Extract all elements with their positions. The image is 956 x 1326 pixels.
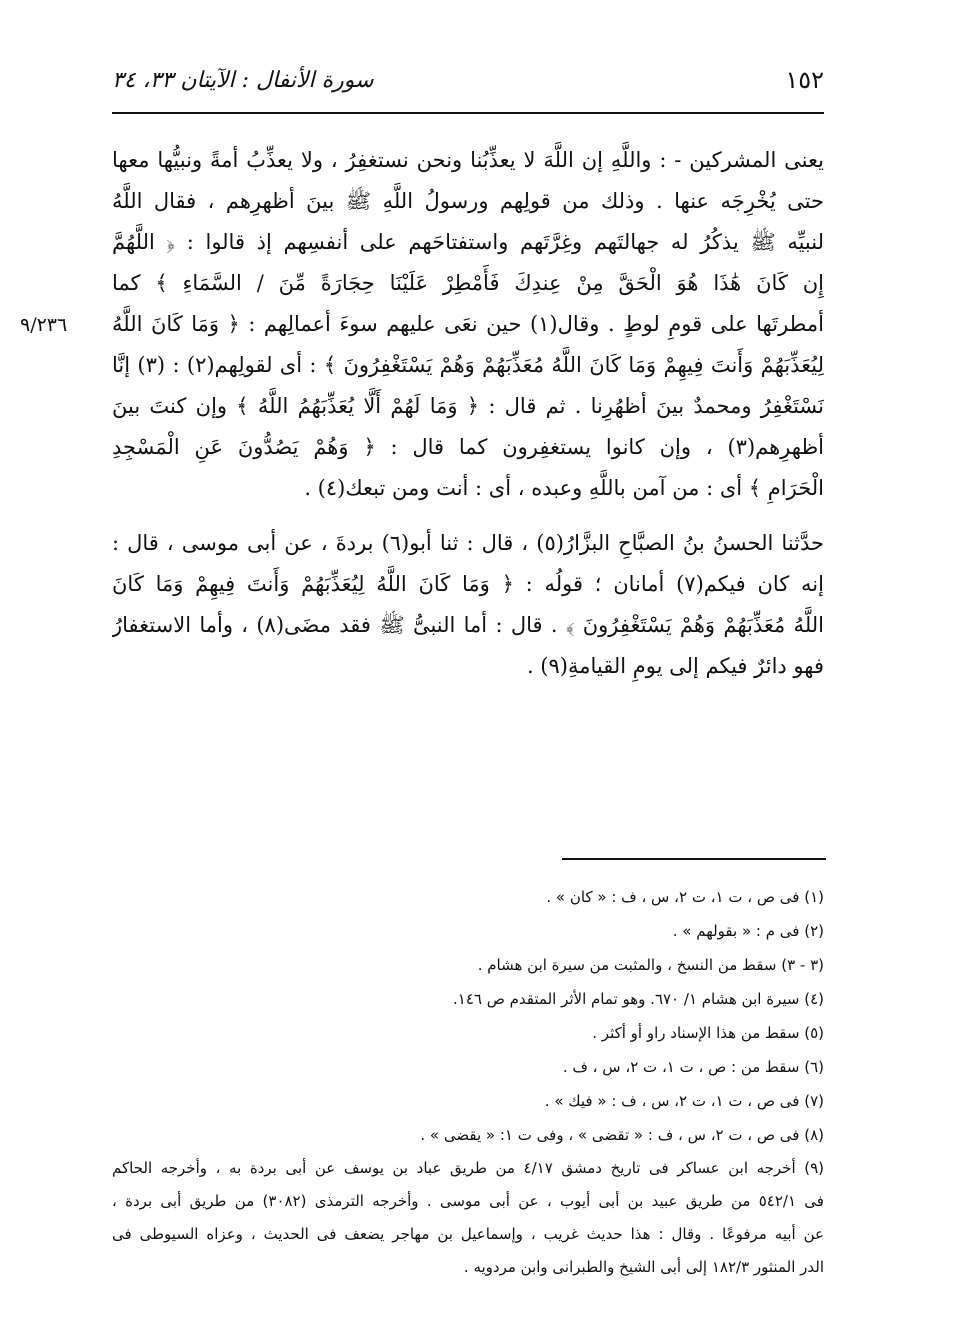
footnote: (٣ - ٣) سقط من النسخ ، والمثبت من سيرة ابن هشام . bbox=[477, 956, 824, 974]
page-header bbox=[112, 60, 824, 100]
footnote: (٩) أخرجه ابن عساكر فى تاريخ دمشق ٤/١٧ من طريق عباد بن يوسف عن أبى بردة به ، وأخرجه الحاكم bbox=[112, 1159, 824, 1177]
footnote: (٥) سقط من هذا الإسناد راو أو أكثر . bbox=[592, 1024, 824, 1042]
text-line: أمطرتَها على قومِ لوطٍ . وقال(١) حين نعَى عليهم سوءَ أعمالِهم : ﴿ وَمَا كَانَ اللَّهُ bbox=[112, 312, 824, 336]
footnote: (٦) سقط من : ص ، ت ١، ت ٢، س ، ف . bbox=[562, 1058, 824, 1076]
text-line: حدَّثنا الحسنُ بنُ الصبَّاحِ البزَّارُ(٥) ، قال : ثنا أبو(٦) بردةَ ، عن أبى موسى ، قال : bbox=[112, 531, 824, 555]
footnote-rule bbox=[562, 858, 826, 860]
footnotes bbox=[112, 880, 824, 1284]
text-line: فهو دائرٌ فيكم إلى يومِ القيامةِ(٩) . bbox=[526, 654, 824, 678]
footnote-continuation: الدر المنثور ١٨٢/٣ إلى أبى الشيخ والطبرانى وابن مردويه . bbox=[463, 1258, 824, 1276]
text-line: لِيُعَذِّبَهُمْ وَأَنتَ فِيهِمْ وَمَا كَانَ اللَّهُ مُعَذِّبَهُمْ وَهُمْ يَسْتَغْفِرُونَ ﴾ : أى لقولِهم(٢) : (٣) إنَّا bbox=[112, 353, 824, 377]
text-line: الْحَرَامِ ﴾ أى : من آمن باللَّهِ وعبده ، أى : أنت ومن تبعك(٤) . bbox=[304, 476, 824, 500]
margin-reference: ٩/٢٣٦ bbox=[20, 314, 68, 336]
text-line: لنبيِّه ﷺ يذكُرُ له جهالتَهم وغِرَّتَهم واستفتاحَهم على أنفسِهم إذ قالوا : ﴿ اللَّهُمَّ bbox=[112, 230, 824, 254]
text-line: حتى يُخْرِجَه عنها . وذلك من قولِهم ورسولُ اللَّهِ ﷺ بينَ أظهرِهم ، فقال اللَّهُ bbox=[112, 189, 824, 213]
footnote: (٤) سيرة ابن هشام ١/ ٦٧٠. وهو تمام الأثر المتقدم ص ١٤٦. bbox=[453, 990, 824, 1008]
text-line: إِن كَانَ هَٰذَا هُوَ الْحَقَّ مِنْ عِندِكَ فَأَمْطِرْ عَلَيْنَا حِجَارَةً مِّنَ / السَّمَاءِ ﴾ كما bbox=[112, 271, 824, 295]
text-line: نَسْتَغْفِرُ ومحمدٌ بينَ أظهُرِنا . ثم قال : ﴿ وَمَا لَهُمْ أَلَّا يُعَذِّبَهُمُ اللَّهُ ﴾ وإن كنتَ بينَ bbox=[112, 394, 824, 418]
text-line: أظهرِهم(٣) ، وإن كانوا يستغفِرون كما قال : ﴿ وَهُمْ يَصُدُّونَ عَنِ الْمَسْجِدِ bbox=[112, 435, 824, 459]
header-rule bbox=[112, 112, 824, 114]
paragraph-gap bbox=[112, 509, 824, 523]
text-line: اللَّهُ مُعَذِّبَهُمْ وَهُمْ يَسْتَغْفِرُونَ ﴾ . قال : أما النبىُّ ﷺ فقد مضَى(٨) ، وأما الاستغفارُ bbox=[112, 613, 824, 637]
paragraph-2 bbox=[112, 523, 824, 687]
paragraph-1 bbox=[112, 140, 824, 509]
footnote: (٧) فى ص ، ت ١، ت ٢، س ، ف : « فيك » . bbox=[544, 1092, 824, 1110]
page-number: ١٥٢ bbox=[785, 66, 824, 94]
footnote: (١) فى ص ، ت ١، ت ٢، س ، ف : « كان » . bbox=[546, 888, 824, 906]
footnote: (٢) فى م : « بقولهم » . bbox=[672, 922, 824, 940]
main-text bbox=[112, 140, 824, 687]
footnote: (٨) فى ص ، ت ٢، س ، ف : « تقضى » ، وفى ت ١: « يقضى » . bbox=[420, 1126, 824, 1144]
running-title: سورة الأنفال : الآيتان ٣٣، ٣٤ bbox=[112, 67, 374, 93]
footnote-continuation: عن أبيه مرفوعًا . وقال : هذا حديث غريب ، وإسماعيل بن مهاجر يضعف فى الحديث ، وعزاه السيوطى فى bbox=[112, 1225, 824, 1243]
footnote-continuation: فى ٥٤٢/١ من طريق عبيد بن أبى أيوب ، عن أبى موسى . وأخرجه الترمذى (٣٠٨٢) من طريق أبى بردة ، bbox=[112, 1192, 824, 1210]
text-line: إنه كان فيكم(٧) أمانان ؛ قولُه : ﴿ وَمَا كَانَ اللَّهُ لِيُعَذِّبَهُمْ وَأَنتَ فِيهِمْ وَمَا كَانَ bbox=[112, 572, 824, 596]
text-line: يعنى المشركين - : واللَّهِ إن اللَّهَ لا يعذِّبُنا ونحن نستغفِرُ ، ولا يعذِّبُ أمةً ونبيُّها معها bbox=[112, 148, 824, 172]
